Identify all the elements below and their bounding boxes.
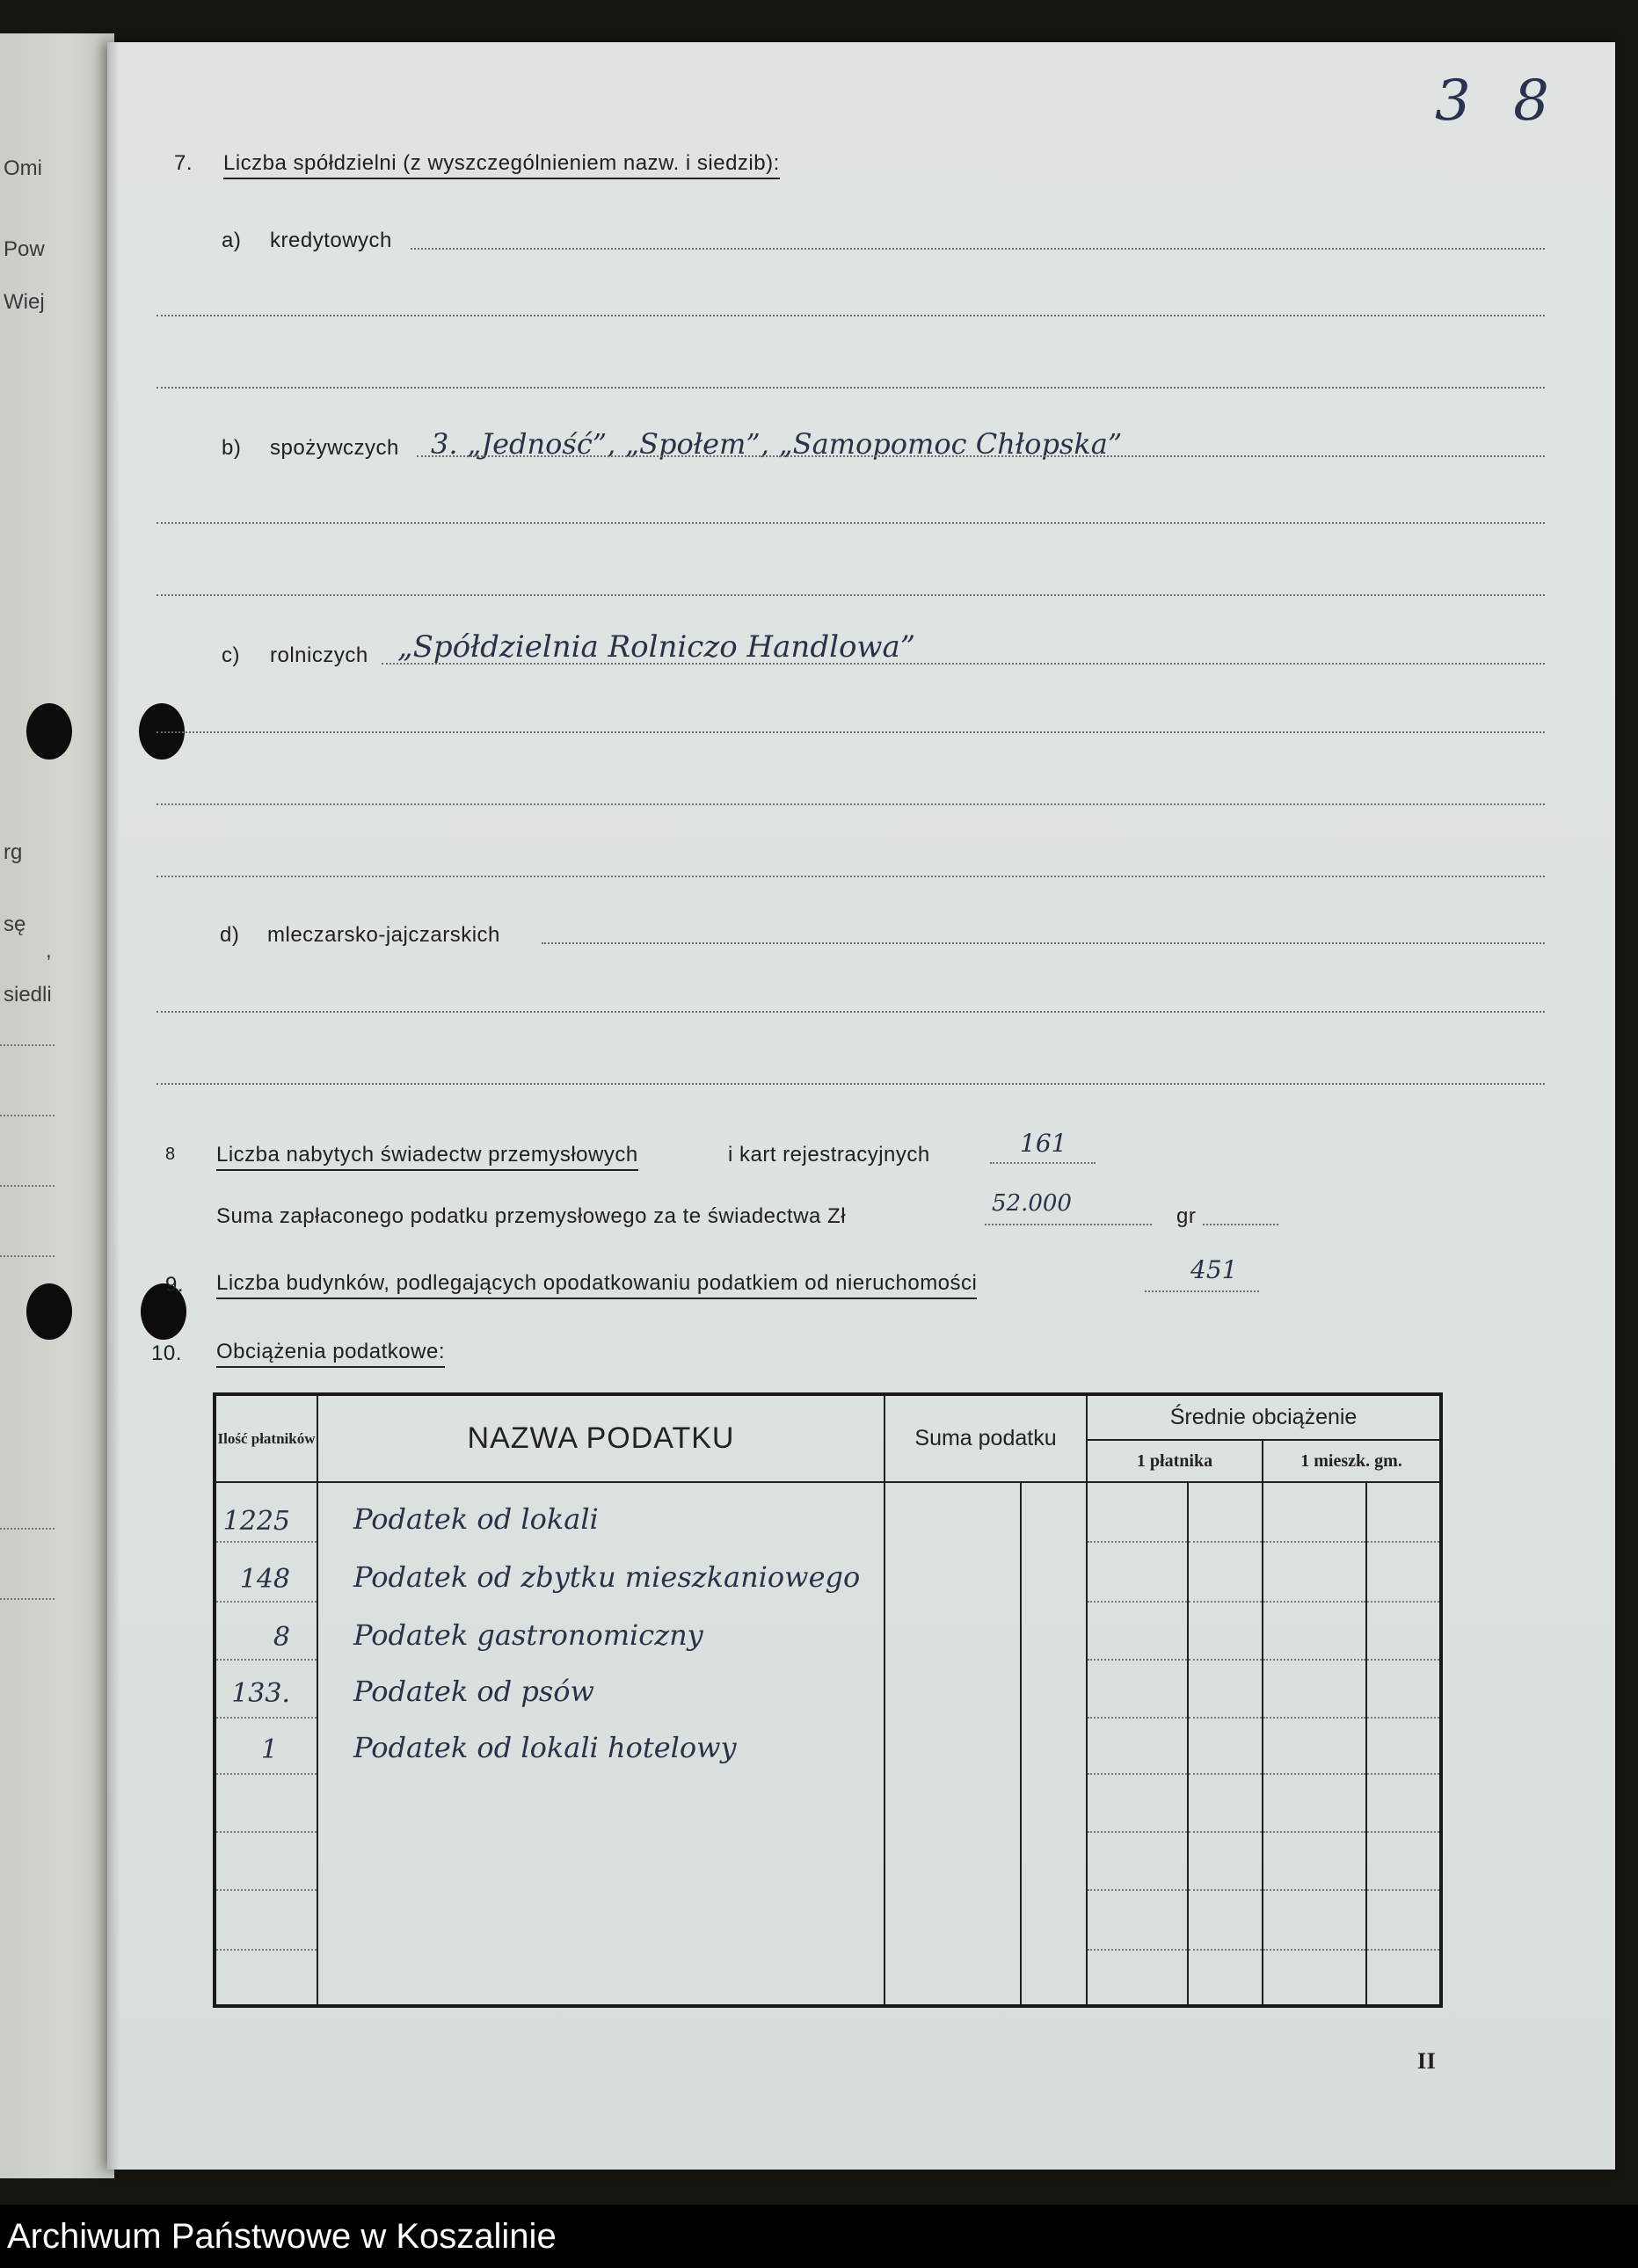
form-page <box>107 42 1615 2170</box>
avg-payer-zl-column <box>1087 1482 1188 2006</box>
header-avg-per-resident: 1 mieszk. gm. <box>1263 1440 1441 1482</box>
fill-line <box>411 248 1545 250</box>
handwritten-page-number: 3 8 <box>1435 69 1562 134</box>
tax-sum-zl-column <box>885 1482 1021 2006</box>
section8-label-rest: i kart rejestracyjnych <box>728 1143 930 1167</box>
header-avg-per-payer: 1 płatnika <box>1087 1440 1263 1482</box>
fill-line <box>417 455 1545 457</box>
tax-name: Podatek od lokali <box>353 1502 599 1536</box>
section9-number: 9. <box>165 1273 185 1297</box>
tax-burden-table <box>213 1392 1443 2008</box>
fill-line <box>157 876 1545 877</box>
fill-line <box>990 1162 1096 1164</box>
fill-line <box>157 594 1545 596</box>
fill-line <box>1145 1290 1259 1292</box>
section8-sum-label: Suma zapłaconego podatku przemysłowego za te świadectwa Zł <box>216 1204 847 1228</box>
prev-page-fragment: siedli <box>4 983 52 1007</box>
avg-payer-gr-column <box>1188 1482 1263 2006</box>
prev-page-fragment: Omi <box>4 156 42 180</box>
fill-line <box>157 731 1545 733</box>
fill-line <box>157 522 1545 524</box>
section8-label: Liczba nabytych świadectw przemysłowych <box>216 1143 638 1171</box>
section7-number: 7. <box>174 151 193 175</box>
tax-name: Podatek od zbytku mieszkaniowego <box>353 1560 861 1594</box>
fill-line <box>985 1224 1152 1225</box>
fill-line <box>382 663 1545 665</box>
punch-hole <box>26 1283 72 1340</box>
header-average-burden: Średnie obciążenie <box>1087 1394 1441 1440</box>
item-b-label: spożywczych <box>270 436 399 460</box>
payer-count-column <box>215 1482 317 2006</box>
prev-page-fragment: , <box>46 939 52 963</box>
header-tax-sum: Suma podatku <box>885 1394 1087 1482</box>
section8-value: 161 <box>1020 1129 1067 1158</box>
section9-label: Liczba budynków, podlegających opodatkowaniu podatkiem od nieruchomości <box>216 1271 977 1299</box>
archive-caption: Archiwum Państwowe w Koszalinie <box>0 2205 1638 2268</box>
payer-count: 8 <box>273 1622 290 1653</box>
item-d-letter: d) <box>220 923 240 947</box>
section10-label: Obciążenia podatkowe: <box>216 1340 445 1368</box>
prev-page-fragment: Pow <box>4 237 45 261</box>
fill-line <box>157 387 1545 389</box>
fill-line <box>1203 1224 1278 1225</box>
header-tax-name: NAZWA PODATKU <box>317 1394 885 1482</box>
section10-number: 10. <box>151 1341 182 1365</box>
fill-line <box>542 942 1545 944</box>
payer-count: 1225 <box>222 1506 290 1537</box>
page-fold-shadow <box>107 42 120 2170</box>
prev-page-fragment: rg <box>4 840 23 864</box>
payer-count: 1 <box>260 1734 278 1765</box>
section9-value: 451 <box>1190 1255 1238 1284</box>
item-c-value: „Spółdzielnia Rolniczo Handlowa” <box>397 629 916 665</box>
section8-number: 8 <box>165 1145 176 1164</box>
header-payer-count: Ilość płatników <box>215 1394 317 1482</box>
section8-sum-value: 52.000 <box>992 1190 1072 1217</box>
tax-name: Podatek gastronomiczny <box>353 1618 703 1652</box>
payer-count: 148 <box>239 1564 290 1595</box>
tax-name: Podatek od lokali hotelowy <box>353 1731 737 1764</box>
fill-line <box>157 803 1545 805</box>
item-b-value: 3. „Jedność”, „Społem”, „Samopomoc Chłopska” <box>431 427 1123 461</box>
punch-hole <box>26 703 72 760</box>
section7-title: Liczba spółdzielni (z wyszczególnieniem nazw. i siedzib): <box>223 151 780 179</box>
tax-name-column <box>317 1482 885 2006</box>
tax-name: Podatek od psów <box>353 1675 594 1708</box>
item-a-label: kredytowych <box>270 229 392 252</box>
item-c-letter: c) <box>222 643 240 667</box>
fill-line <box>157 1011 1545 1013</box>
item-b-letter: b) <box>222 436 242 460</box>
avg-resident-gr-column <box>1366 1482 1441 2006</box>
previous-page-edge <box>0 33 114 2178</box>
fill-line <box>157 1083 1545 1085</box>
prev-page-fragment: Wiej <box>4 290 45 314</box>
prev-page-fragment: sę <box>4 912 26 936</box>
tax-sum-gr-column <box>1021 1482 1087 2006</box>
fill-line <box>157 315 1545 316</box>
avg-resident-zl-column <box>1263 1482 1366 2006</box>
section8-gr-label: gr <box>1176 1204 1197 1228</box>
item-d-label: mleczarsko-jajczarskich <box>267 923 500 947</box>
payer-count: 133. <box>231 1678 290 1709</box>
item-a-letter: a) <box>222 229 242 252</box>
page-footer-number: II <box>1417 2048 1437 2074</box>
item-c-label: rolniczych <box>270 643 368 667</box>
